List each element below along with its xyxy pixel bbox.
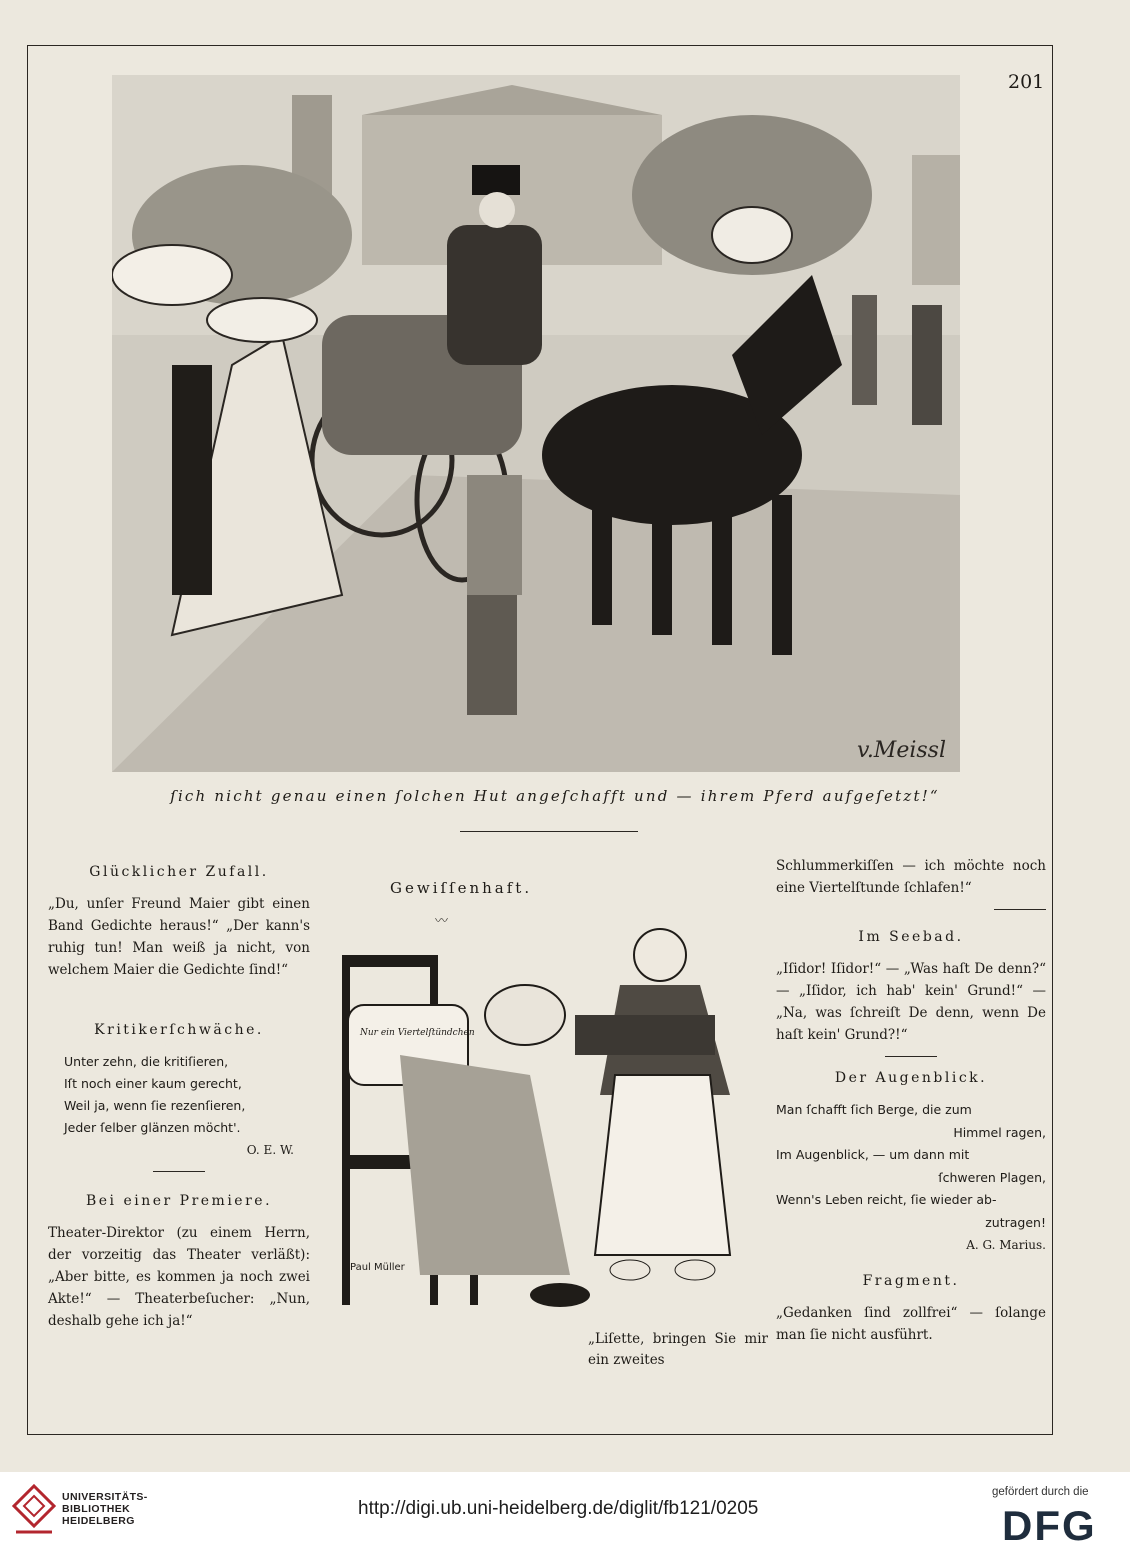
continuation-text: Schlummerkiſſen — ich möchte noch eine Viertelſtunde ſchlafen!“ [776,858,1046,896]
poem-line: Jeder ſelber glänzen möcht'. [64,1120,241,1135]
section-divider [885,1056,937,1057]
poem-line: Man ſchafft ſich Berge, die zum [776,1102,972,1117]
story-title: Kritikerſchwäche. [94,1022,264,1038]
left-column [48,855,310,1332]
story-title: Der Augenblick. [834,1070,988,1086]
illustration-signature: v.Meissl [857,738,947,763]
pillow-text: Nur ein Viertelſtündchen [360,1028,475,1038]
poem-line: ſchweren Plagen, [938,1169,1046,1185]
story-title: Fragment. [862,1273,960,1289]
library-logo [12,1484,56,1544]
title-ornament: 〰 [435,914,449,929]
cartoon-quote: „Liſette, bringen Sie mir ein zweites [588,1331,768,1368]
library-name-line: UNIVERSITÄTS- [62,1491,148,1503]
right-column [776,855,1046,1346]
poem-signature: O. E. W. [246,1143,294,1157]
cartoon-title: Gewiſſenhaft. [390,879,533,897]
story-text: „Gedanken ſind zollfrei“ — ſolange man ſie nicht ausführt. [776,1305,1046,1343]
street-scene-drawing [112,75,960,772]
dfg-logo: DFG [1002,1502,1097,1549]
library-name-line: HEIDELBERG [62,1515,135,1527]
library-seal-icon [12,1484,56,1540]
page-number: 201 [1008,71,1045,93]
poem-line: Wenn's Leben reicht, ſie wieder ab- [776,1192,997,1207]
permalink-url[interactable]: http://digi.ub.uni-heidelberg.de/diglit/fb121/0205 [358,1498,759,1519]
story-title: Bei einer Premiere. [85,1193,273,1209]
caption-divider [460,831,638,832]
story-title: Im Seebad. [858,929,964,945]
poem-line: Unter zehn, die kritiſieren, [64,1054,229,1069]
library-name-line: BIBLIOTHEK [62,1503,131,1515]
story-text: „Du, unſer Freund Maier gibt einen Band Gedichte heraus!“ „Der kann's ruhig tun! Man weiß ja nicht, von welchem Maier die Gedichte ſind!“ [48,896,310,978]
section-divider [153,1171,205,1172]
poem-line: Im Augenblick, — um dann mit [776,1147,970,1162]
story-title: Glücklicher Zufall. [89,864,269,880]
poem-line: Himmel ragen, [953,1124,1046,1140]
chair-cartoon-drawing [330,875,770,1315]
library-name [62,1491,148,1527]
carriage-illustration [112,75,960,772]
section-divider [994,909,1046,910]
funding-note: gefördert durch die [992,1486,1089,1498]
story-text: „Iſidor! Iſidor!“ — „Was haſt De denn?“ — „Iſidor, ich hab' kein' Grund!“ — „Na, was ſchreiſt De denn, wenn De haſt kein' Grund?!“ [776,961,1046,1043]
poem-line: zutragen! [985,1214,1046,1230]
poem-line: Weil ja, wenn ſie rezenſieren, [64,1098,246,1113]
story-text: Theater-Direktor (zu einem Herrn, der vorzeitig das Theater verläßt): „Aber bitte, es kommen ja noch zwei Akte!“ — Theaterbeſucher: „Nun, deshalb gehe ich ja!“ [48,1225,310,1329]
artist-signature: Paul Müller [350,1262,405,1273]
illustration-caption: ſich nicht genau einen ſolchen Hut angeſchafft und — ihrem Pferd aufgeſetzt!“ [170,787,940,805]
poem-line: Iſt noch einer kaum gerecht, [64,1076,242,1091]
poem-signature: A. G. Marius. [966,1238,1046,1252]
